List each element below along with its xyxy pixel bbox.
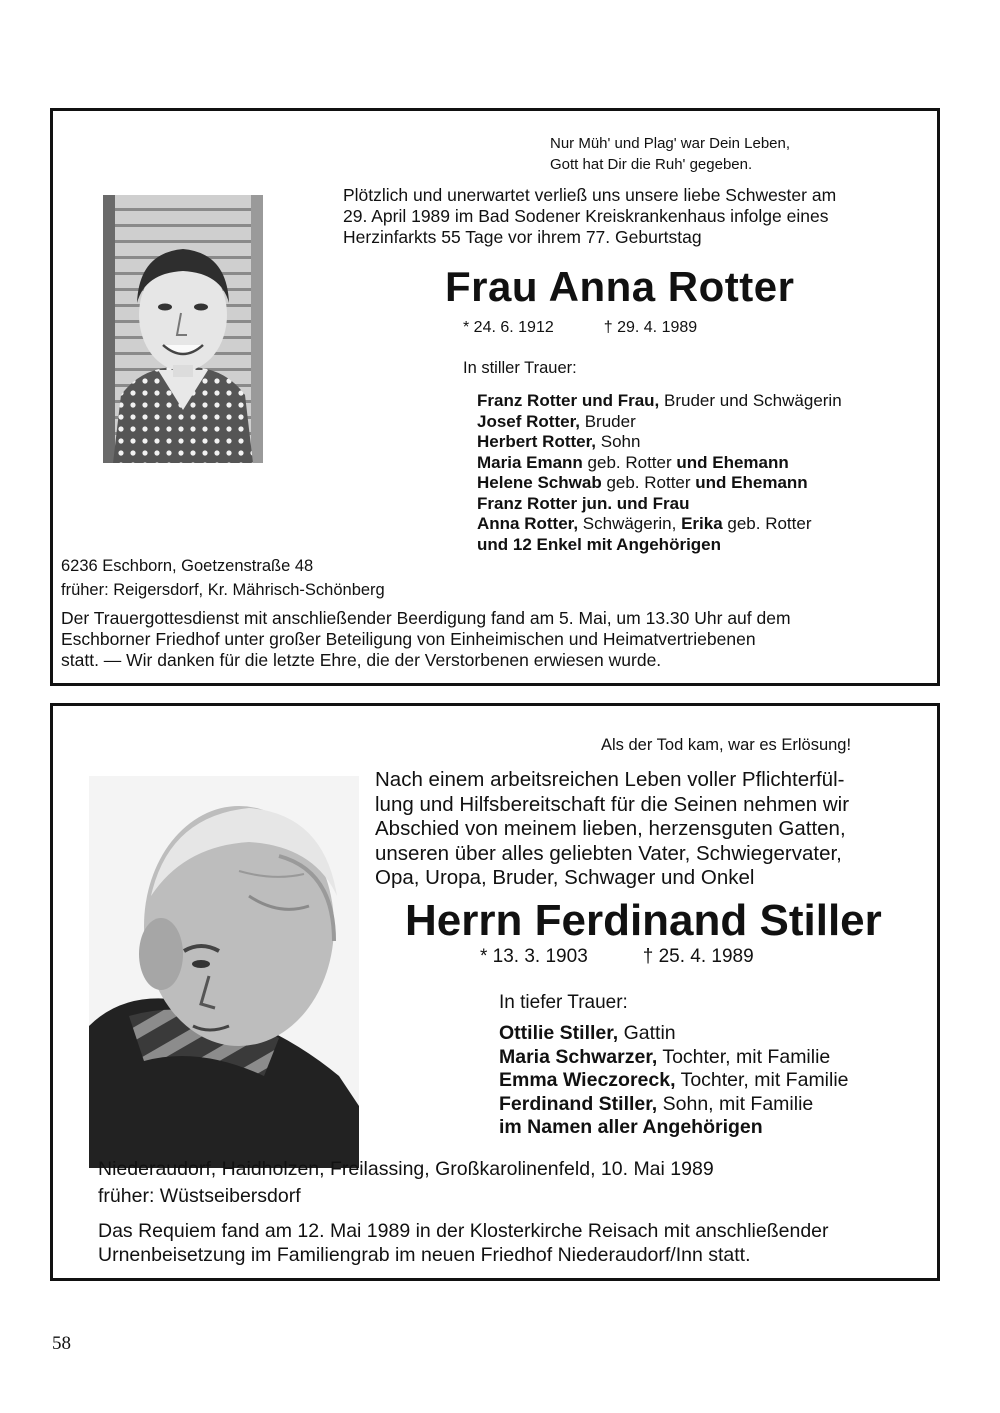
deceased-name: Herrn Ferdinand Stiller — [405, 896, 882, 945]
intro-text: Plötzlich und unerwartet verließ uns unsere liebe Schwester am 29. April 1989 im Bad Sodener Kreiskrankenhaus infolge eines Herzinfarkts 55 Tage vor ihrem 77. Geburtstag — [343, 185, 837, 247]
mourner: Helene Schwab geb. Rotter und Ehemann — [477, 473, 808, 492]
mourners-list — [499, 1022, 849, 1140]
birth-date: * 24. 6. 1912 — [463, 319, 554, 336]
page-number: 58 — [52, 1333, 71, 1354]
portrait-photo — [89, 776, 359, 1168]
mourning-heading: In stiller Trauer: — [463, 359, 577, 377]
motto: Als der Tod kam, war es Erlösung! — [601, 736, 852, 754]
mourner: Franz Rotter und Frau, Bruder und Schwägerin — [477, 391, 842, 410]
portrait-photo — [103, 195, 263, 463]
portrait-woman-image — [103, 195, 263, 463]
portrait-man-image — [89, 776, 359, 1168]
mourner: Franz Rotter jun. und Frau — [477, 493, 690, 513]
funeral-info: Das Requiem fand am 12. Mai 1989 in der Klosterkirche Reisach mit anschließender Urnenbeisetzung im Familiengrab im neuen Friedhof Niederaudorf/Inn statt. — [98, 1220, 829, 1266]
mourner: im Namen aller Angehörigen — [499, 1116, 763, 1138]
mourner: Josef Rotter, Bruder — [477, 411, 636, 431]
address: 6236 Eschborn, Goetzenstraße 48 früher: Reigersdorf, Kr. Mährisch-Schönberg — [61, 557, 385, 599]
mourners-list — [477, 391, 842, 555]
death-date: † 29. 4. 1989 — [603, 319, 698, 336]
mourner: Emma Wieczoreck, Tochter, mit Familie — [499, 1069, 849, 1091]
death-date: † 25. 4. 1989 — [642, 946, 754, 967]
obituary-anna-rotter — [50, 108, 940, 686]
intro-text: Nach einem arbeitsreichen Leben voller Pflichterfül- lung und Hilfsbereitschaft für die Seinen nehmen wir Abschied von meinem lieben, herzensguten Gatten, unseren über alles geliebten Vater, Schwiegervater, Opa, Uropa, Bruder, Schwager und Onkel — [375, 768, 850, 889]
mourner: Ferdinand Stiller, Sohn, mit Familie — [499, 1092, 814, 1115]
mourner: Herbert Rotter, Sohn — [477, 432, 641, 451]
life-dates — [480, 946, 754, 968]
obituary-ferdinand-stiller — [50, 703, 940, 1281]
mourning-heading: In tiefer Trauer: — [499, 992, 628, 1013]
mourner: Maria Emann geb. Rotter und Ehemann — [477, 452, 789, 472]
mourner: Ottilie Stiller, Gattin — [499, 1022, 676, 1044]
life-dates — [463, 319, 697, 337]
mourner: und 12 Enkel mit Angehörigen — [477, 534, 722, 554]
deceased-name: Frau Anna Rotter — [445, 263, 795, 310]
birth-date: * 13. 3. 1903 — [480, 946, 588, 967]
mourner: Maria Schwarzer, Tochter, mit Familie — [499, 1045, 831, 1068]
motto: Nur Müh' und Plag' war Dein Leben, Gott hat Dir die Ruh' gegeben. — [550, 135, 791, 173]
mourner: Anna Rotter, Schwägerin, Erika geb. Rotter — [477, 514, 812, 533]
funeral-info: Der Trauergottesdienst mit anschließender Beerdigung fand am 5. Mai, um 13.30 Uhr auf dem Eschborner Friedhof unter großer Beteiligung von Einheimischen und Heimatvertriebenen statt. — Wir danken für die letzte Ehre, die der Verstorbenen erwiesen wurde. — [61, 608, 791, 670]
address: Niederaudorf, Haidholzen, Freilassing, Großkarolinenfeld, 10. Mai 1989 früher: Wüstseibersdorf — [98, 1158, 714, 1207]
